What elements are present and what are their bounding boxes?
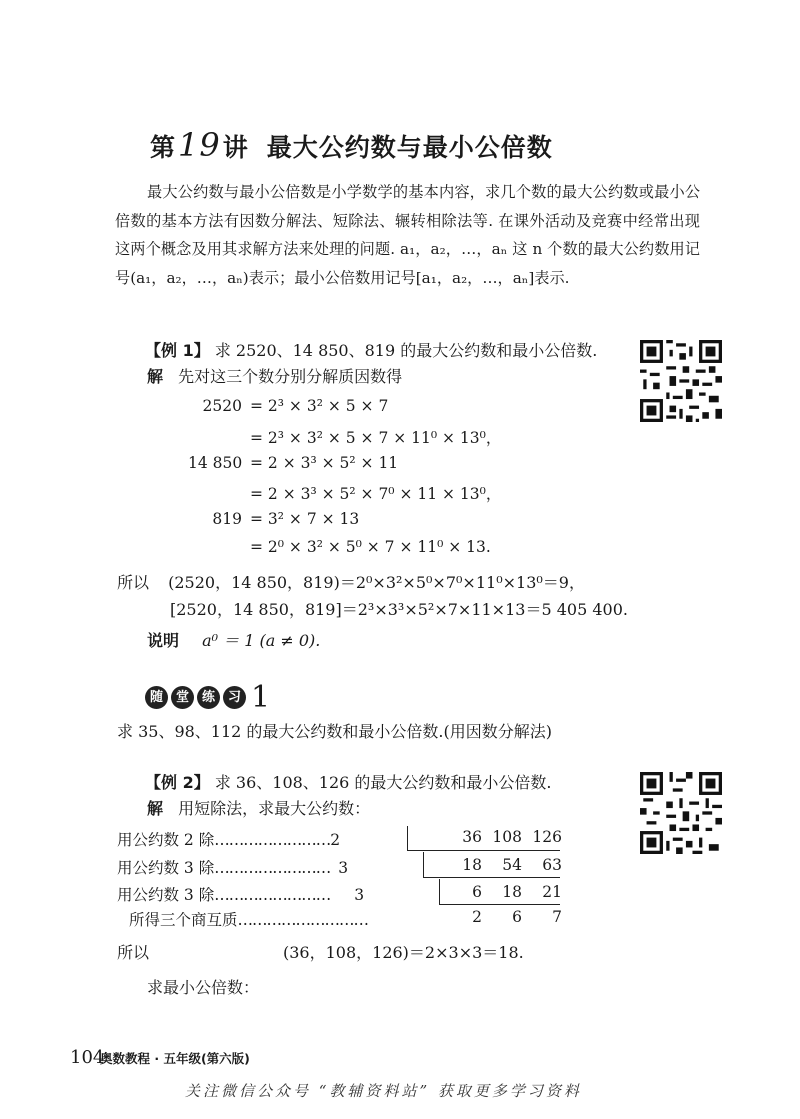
row-value: 18 bbox=[462, 856, 482, 874]
division-row bbox=[117, 883, 364, 905]
eq-lhs: 819 bbox=[212, 510, 242, 528]
row-label: 所得三个商互质 bbox=[129, 911, 238, 929]
practice-number: 1 bbox=[251, 680, 271, 715]
example1-gcd: (2520，14 850，819)＝2⁰×3²×5⁰×7⁰×11⁰×13⁰＝9， bbox=[168, 573, 585, 592]
row-value: 126 bbox=[532, 828, 562, 846]
practice-char: 练 bbox=[197, 686, 220, 709]
row-value: 6 bbox=[512, 908, 522, 926]
intro-paragraph: 最大公约数与最小公倍数是小学数学的基本内容，求几个数的最大公约数或最小公倍数的基本方法有因数分解法、短除法、辗转相除法等. 在课外活动及竞赛中经常出现这两个概念及用其求解方法来处理的问题. a₁，a₂，…，aₙ 这 n 个数的最大公约数用记号(a₁，a₂，…，aₙ)表示；最小公倍数用记号[a₁，a₂，…，aₙ]表示. bbox=[115, 183, 700, 287]
practice-char: 堂 bbox=[171, 686, 194, 709]
row-value: 54 bbox=[502, 856, 522, 874]
practice-question: 求 35、98、112 的最大公约数和最小公倍数.(用因数分解法) bbox=[117, 722, 553, 741]
example1-question bbox=[145, 338, 597, 361]
division-bracket bbox=[407, 826, 408, 850]
row-value: 63 bbox=[542, 856, 562, 874]
example1-so bbox=[117, 570, 585, 593]
example1-label: 【例 1】 bbox=[145, 341, 210, 360]
row-value: 21 bbox=[542, 883, 562, 901]
example1-question-text: 求 2520、14 850、819 的最大公约数和最小公倍数. bbox=[214, 341, 598, 360]
row-label: 用公约数 3 除 bbox=[117, 886, 215, 904]
lecture-title bbox=[150, 126, 553, 164]
row-value: 18 bbox=[502, 883, 522, 901]
row-value: 6 bbox=[472, 883, 482, 901]
division-row bbox=[129, 908, 368, 930]
example1-solution-label: 解 bbox=[147, 367, 164, 386]
row-value: 2 bbox=[472, 908, 482, 926]
qr-code-icon bbox=[640, 340, 722, 422]
example2-so-label: 所以 bbox=[117, 943, 150, 962]
row-value: 108 bbox=[492, 828, 522, 846]
example2-label: 【例 2】 bbox=[145, 773, 210, 792]
example1-solution bbox=[147, 364, 402, 387]
example1-solution-intro: 先对这三个数分别分解质因数得 bbox=[178, 367, 403, 386]
row-label: 用公约数 2 除 bbox=[117, 831, 215, 849]
example2-lcm-intro: 求最小公倍数： bbox=[147, 978, 260, 997]
division-bracket bbox=[439, 879, 440, 904]
practice-char: 习 bbox=[223, 686, 246, 709]
row-label: 用公约数 3 除 bbox=[117, 859, 215, 877]
row-divisor: 2 bbox=[330, 831, 341, 849]
eq-rhs: = 2 × 3³ × 5² × 11 bbox=[250, 454, 399, 472]
division-bracket bbox=[423, 852, 424, 877]
title-number: 19 bbox=[178, 126, 221, 164]
eq-rhs: = 2⁰ × 3² × 5⁰ × 7 × 11⁰ × 13. bbox=[250, 538, 491, 556]
note-text: a⁰ ＝ 1 (a ≠ 0). bbox=[202, 631, 321, 650]
row-dots: ……………………… bbox=[237, 911, 369, 929]
row-dots: …………………… bbox=[214, 831, 331, 849]
title-prefix: 第 bbox=[150, 133, 177, 162]
row-divisor: 3 bbox=[338, 859, 349, 877]
title-suffix: 讲 bbox=[222, 133, 249, 162]
eq-lhs: 14 850 bbox=[188, 454, 243, 472]
row-value: 7 bbox=[552, 908, 562, 926]
example1-note bbox=[147, 628, 320, 651]
title-text: 最大公约数与最小公倍数 bbox=[266, 133, 553, 162]
division-bar bbox=[439, 904, 560, 905]
example2-solution-intro: 用短除法，求最大公约数： bbox=[178, 799, 371, 818]
practice-char: 随 bbox=[145, 686, 168, 709]
example2-question-text: 求 36、108、126 的最大公约数和最小公倍数. bbox=[214, 773, 552, 792]
division-bar bbox=[423, 877, 560, 878]
eq-rhs: = 3² × 7 × 13 bbox=[250, 510, 360, 528]
example2-solution bbox=[147, 796, 370, 819]
division-row bbox=[117, 828, 340, 850]
so-label: 所以 bbox=[117, 573, 150, 592]
page-number: 104 bbox=[70, 1047, 105, 1068]
example2-solution-label: 解 bbox=[147, 799, 164, 818]
qr-code-icon bbox=[640, 772, 722, 854]
book-title: 奥数教程 · 五年级(第六版) bbox=[100, 1051, 250, 1066]
row-value: 36 bbox=[462, 828, 482, 846]
example2-question bbox=[145, 770, 552, 793]
row-dots: …………………… bbox=[214, 886, 331, 904]
note-label: 说明 bbox=[147, 631, 180, 650]
example2-gcd: (36，108，126)＝2×3×3＝18. bbox=[283, 943, 524, 962]
row-dots: …………………… bbox=[214, 859, 331, 877]
practice-heading bbox=[145, 680, 270, 715]
eq-rhs: = 2 × 3³ × 5² × 7⁰ × 11 × 13⁰， bbox=[250, 485, 502, 503]
division-row bbox=[117, 856, 348, 878]
eq-rhs: = 2³ × 3² × 5 × 7 bbox=[250, 397, 389, 415]
watermark-text: 关注微信公众号 “教辅资料站” 获取更多学习资料 bbox=[185, 1082, 582, 1100]
example1-lcm: [2520，14 850，819]＝2³×3³×5²×7×11×13＝5 405 400. bbox=[170, 600, 628, 619]
eq-lhs: 2520 bbox=[202, 397, 242, 415]
eq-rhs: = 2³ × 3² × 5 × 7 × 11⁰ × 13⁰， bbox=[250, 429, 502, 447]
division-bar bbox=[407, 850, 560, 851]
row-divisor: 3 bbox=[354, 886, 365, 904]
